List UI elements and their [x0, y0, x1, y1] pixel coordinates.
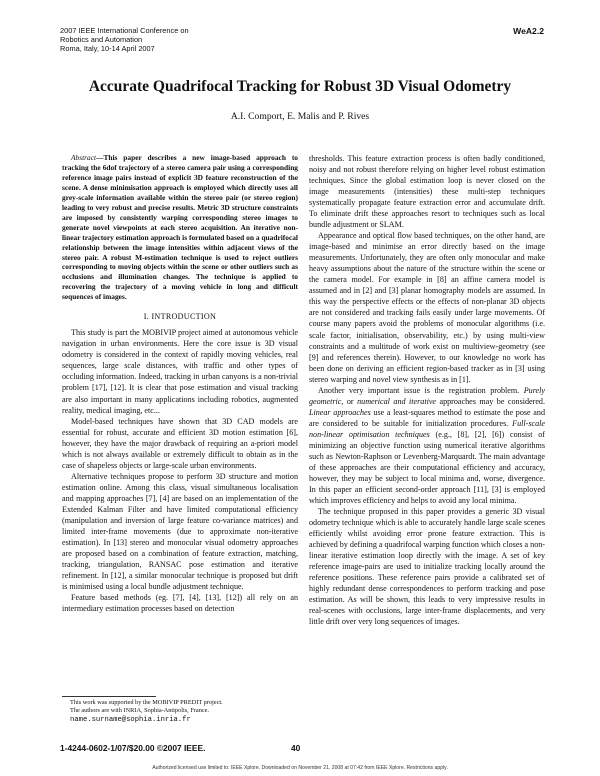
text-run: Another very important issue is the registration problem.: [318, 385, 524, 395]
footnote-line: This work was supported by the MOBIVIP PREDIT project.: [70, 699, 223, 706]
paragraph: Model-based techniques have shown that 3D CAD models are essential for robust, accurate and efficient 3D motion estimation [6], however, they have the major drawback of requiring an a-priori model which is not always available or extremely difficult to obtain as in the case of shapeless objects or large-scale urban environments.: [62, 416, 298, 470]
author-email: name.surname@sophia.inria.fr: [70, 715, 191, 724]
emphasis: numerical and iterative: [357, 396, 437, 406]
paragraph: The technique proposed in this paper provides a generic 3D visual odometry technique which is able to accurately handle large scale scenes efficiently whilst avoiding error prone feature extraction. This is achieved by defining a quadrifocal warping function which closes a non-linear iterative estimation loop directly with the image. A set of key reference image-pairs are used to initialize tracking locally around the reference positions. These reference pairs provide a calibrated set of highly redundant dense correspondences to perform tracking and pose estimation. As will be shown, this leads to very impressive results in real-scenes with occlusions, large inter-frame displacements, and very little drift over very long sequences of images.: [309, 507, 545, 627]
paragraph: Alternative techniques propose to perform 3D structure and motion estimation online. Among this class, visual simultaneous localisation and mapping approaches [7], [4] are based on an implementation of the Extended Kalman Filter and have limited computational efficiency (manipulation and inversion of large feature co-variance matrices) and limited inter-frame movements (due to approximate non-iterative estimation). In [13] stereo and monocular visual odometry approaches are proposed based on a combination of feature extraction, matching, tracking, triangulation, RANSAC pose estimation and iterative refinement. In [12], a similar monocular technique is proposed but drift is minimised using a local bundle adjustment technique.: [62, 471, 298, 592]
text-run: (e.g., [8], [2], [6]) consist of minimizing an objective function using numerical iterative algorithms such as Newton-Raphson or Levenberg-Marquardt. The main advantage of these approaches are their computational efficiency and accuracy, however, they may be subject to local minima and, worse, divergence. In this paper an efficient second-order approach [11], [3] is employed which improves efficiency and helps to avoid any local minima.: [309, 429, 545, 505]
paragraph: Appearance and optical flow based techniques, on the other hand, are image-based and minimise an error directly based on the image measurements. Unfortunately, they are often only monocular and make heavy assumptions about the nature of the structure within the scene or the camera model. For example in [8] an affine camera model is assumed and in [2] and [3] planar homography models are assumed. In this way the perspective effects or the effects of non-planar 3D objects are not considered and tracking fails easily under large movements. Of course many papers avoid the problems of monocular algorithms (i.e. scale factor, initialisation, observability, etc.) by using multi-view constraints and a multitude of work exist on multiview-geometry (see [9] and references therein). However, to our knowledge no work has been done on deriving an efficient region-based tracker as in [3] using stereo warping and novel view synthesis as in [1].: [309, 231, 545, 384]
section-heading: I. INTRODUCTION: [143, 312, 217, 322]
conference-location: Roma, Italy, 10-14 April 2007: [60, 44, 155, 53]
emphasis: Full-scale non-linear optimisation techniques: [309, 418, 545, 439]
right-column: [309, 153, 545, 627]
paragraph: [309, 385, 545, 506]
conference-line: Robotics and Automation: [60, 35, 143, 44]
conference-header: [60, 26, 189, 53]
abstract-text: —This paper describes a new image-based approach to tracking the 6dof trajectory of a stereo camera pair using a corresponding reference image pairs instead of explicit 3D feature reconstruction of the scene. A dense minimisation approach is employed which directly uses all grey-scale information available within the stereo pair (or stereo region) leading to very robust and precise results. Metric 3D structure constraints are imposed by consistently warping corresponding stereo images to generate novel viewpoints at each stereo acquisition. An iterative non-linear trajectory estimation approach is formulated based on a quadrifocal relationship between the image intensities within adjacent views of the stereo pair. A robust M-estimation technique is used to reject outliers corresponding to moving objects within the scene or other outliers such as occlusions and illumination changes. The technique is applied to recovering the trajectory of a moving vehicle in long and difficult sequences of images.: [62, 153, 298, 302]
text-run: , or: [341, 396, 358, 406]
text-run: use a least-squares method to estimate the pose and are considered to be suitable for initialization procedures.: [309, 407, 545, 428]
footnote-divider: [62, 696, 156, 697]
abstract: [62, 153, 298, 302]
footnote: [62, 699, 298, 724]
paragraph: thresholds. This feature extraction process is often badly conditioned, noisy and not robust therefore relying on higher level robust estimation techniques. Since the global estimation loop is never closed on the image measurements (intensities) these multi-step techniques systematically propagate feature extraction error and accumulate drift. To eliminate drift these approaches resort to techniques such as local bundle adjustment or SLAM.: [309, 154, 545, 230]
paragraph: Feature based methods (eg. [7], [4], [13], [12]) all rely on an intermediary estimation processes based on detection: [62, 593, 298, 614]
session-code: WeA2.2: [513, 26, 544, 36]
paragraph: This study is part the MOBIVIP project aimed at autonomous vehicle navigation in urban environments. Here the core issue is 3D visual odometry is considered in the context of rapidly moving vehicles, real sequences, large scale distances, with traffic and other types of occluding information. Indeed, tracking in urban canyons is a non-trivial problem [17], [12]. It is clear that pose estimation and visual tracking are also important in many applications including robotics, augmented reality, medical imaging, etc...: [62, 328, 298, 415]
left-column: [62, 153, 298, 614]
isbn-copyright: 1-4244-0602-1/07/$20.00 ©2007 IEEE.: [60, 743, 206, 753]
footnote-line: The authors are with INRIA, Sophia-Antipolis, France.: [70, 707, 210, 715]
paper-title: Accurate Quadrifocal Tracking for Robust 3D Visual Odometry: [88, 78, 512, 95]
conference-line: 2007 IEEE International Conference on: [60, 26, 189, 35]
license-notice: Authorized licensed use limited to: IEEE Xplore. Downloaded on November 21, 2008 at 07:42 from IEEE Xplore. Restrictions apply.: [152, 765, 448, 771]
emphasis: Linear approaches: [309, 407, 371, 417]
text-run: approaches may be considered.: [436, 396, 546, 406]
page-number: 40: [291, 743, 301, 753]
emphasis: Purely geometric: [309, 385, 545, 406]
paper-authors: A.I. Comport, E. Malis and P. Rives: [230, 111, 370, 122]
abstract-lead: Abstract: [71, 153, 97, 162]
